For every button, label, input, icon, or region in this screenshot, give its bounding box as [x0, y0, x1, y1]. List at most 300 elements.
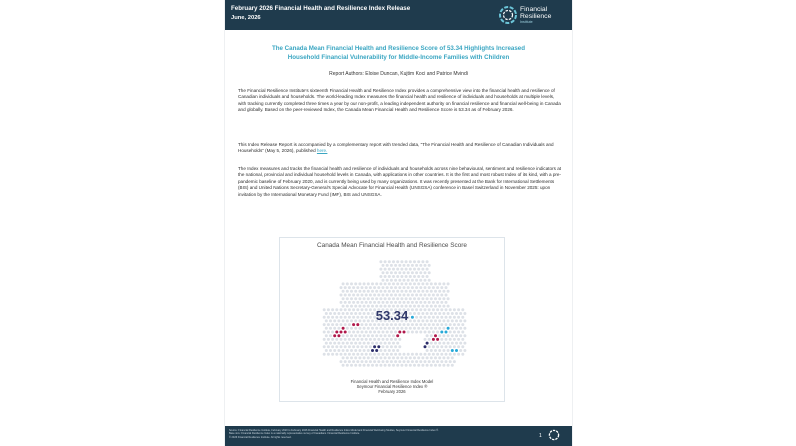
- map-hex-dot: [445, 345, 448, 348]
- map-hex-dot: [392, 275, 395, 278]
- map-hex-dot: [403, 331, 406, 334]
- map-hex-dot: [432, 323, 435, 326]
- map-hex-dot: [344, 323, 347, 326]
- map-hex-dot: [354, 349, 357, 352]
- logo-line-2: Resilience: [520, 13, 552, 21]
- map-hex-dot: [325, 349, 328, 352]
- map-hex-dot: [352, 331, 355, 334]
- map-hex-dot: [348, 331, 351, 334]
- map-hex-dot: [432, 360, 435, 363]
- map-hex-dot: [428, 271, 431, 274]
- logo-wordmark: [520, 6, 551, 20]
- map-hex-dot: [400, 290, 403, 293]
- map-hex-dot: [400, 327, 403, 330]
- map-hex-dot: [424, 345, 427, 348]
- map-hex-dot: [325, 342, 328, 345]
- map-hex-dot: [430, 297, 433, 300]
- score-figure: [279, 237, 505, 402]
- map-hex-dot: [356, 345, 359, 348]
- map-hex-dot: [430, 349, 433, 352]
- map-hex-dot: [434, 297, 437, 300]
- map-hex-dot: [331, 323, 334, 326]
- map-hex-dot: [407, 353, 410, 356]
- map-hex-dot: [396, 364, 399, 367]
- map-hex-dot: [459, 327, 462, 330]
- map-hex-dot: [388, 334, 391, 337]
- map-hex-dot: [424, 323, 427, 326]
- map-hex-dot: [428, 264, 431, 267]
- map-hex-dot: [426, 275, 429, 278]
- map-hex-dot: [346, 290, 349, 293]
- map-hex-dot: [386, 264, 389, 267]
- map-hex-dot: [438, 290, 441, 293]
- map-hex-dot: [356, 286, 359, 289]
- map-hex-dot: [411, 353, 414, 356]
- map-hex-dot: [428, 338, 431, 341]
- map-hex-dot: [325, 327, 328, 330]
- map-hex-dot: [398, 264, 401, 267]
- map-hex-dot: [463, 349, 466, 352]
- map-hex-dot: [323, 353, 326, 356]
- map-hex-dot: [352, 323, 355, 326]
- map-hex-dot: [417, 297, 420, 300]
- ring-logo-icon: [498, 5, 518, 25]
- map-hex-dot: [369, 345, 372, 348]
- map-hex-dot: [447, 349, 450, 352]
- map-hex-dot: [352, 294, 355, 297]
- map-hex-dot: [445, 294, 448, 297]
- map-hex-dot: [392, 364, 395, 367]
- map-hex-dot: [396, 334, 399, 337]
- map-hex-dot: [365, 345, 368, 348]
- map-hex-dot: [400, 282, 403, 285]
- map-hex-dot: [445, 323, 448, 326]
- map-hex-dot: [432, 353, 435, 356]
- map-hex-dot: [403, 286, 406, 289]
- map-hex-dot: [342, 356, 345, 359]
- map-hex-dot: [325, 334, 328, 337]
- map-hex-dot: [407, 323, 410, 326]
- map-hex-dot: [365, 301, 368, 304]
- map-hex-dot: [396, 349, 399, 352]
- map-hex-dot: [434, 334, 437, 337]
- map-hex-dot: [394, 345, 397, 348]
- map-hex-dot: [377, 301, 380, 304]
- map-hex-dot: [436, 286, 439, 289]
- map-hex-dot: [323, 331, 326, 334]
- map-hex-dot: [394, 360, 397, 363]
- map-hex-dot: [379, 364, 382, 367]
- map-hex-dot: [352, 301, 355, 304]
- map-hex-dot: [392, 342, 395, 345]
- map-hex-dot: [375, 349, 378, 352]
- map-hex-dot: [335, 353, 338, 356]
- map-hex-dot: [350, 364, 353, 367]
- map-hex-dot: [363, 364, 366, 367]
- map-hex-dot: [386, 301, 389, 304]
- map-hex-dot: [426, 349, 429, 352]
- map-hex-dot: [373, 286, 376, 289]
- map-hex-dot: [358, 342, 361, 345]
- footer-source: [229, 429, 519, 439]
- map-hex-dot: [428, 294, 431, 297]
- map-hex-dot: [335, 331, 338, 334]
- map-hex-dot: [426, 297, 429, 300]
- map-hex-dot: [442, 356, 445, 359]
- map-hex-dot: [438, 327, 441, 330]
- map-hex-dot: [405, 327, 408, 330]
- map-hex-dot: [461, 345, 464, 348]
- map-hex-dot: [379, 349, 382, 352]
- map-hex-dot: [373, 338, 376, 341]
- map-hex-dot: [426, 327, 429, 330]
- map-hex-dot: [382, 360, 385, 363]
- model-line-3: February 2026: [378, 389, 406, 395]
- map-hex-dot: [371, 342, 374, 345]
- map-hex-dot: [371, 297, 374, 300]
- map-hex-dot: [386, 338, 389, 341]
- map-hex-dot: [363, 334, 366, 337]
- map-hex-dot: [394, 286, 397, 289]
- map-hex-dot: [384, 364, 387, 367]
- map-hex-dot: [409, 327, 412, 330]
- map-hex-dot: [382, 264, 385, 267]
- map-hex-dot: [440, 323, 443, 326]
- map-hex-dot: [459, 349, 462, 352]
- map-hex-dot: [367, 364, 370, 367]
- map-hex-dot: [350, 349, 353, 352]
- map-hex-dot: [344, 338, 347, 341]
- map-hex-dot: [342, 364, 345, 367]
- release-date: June, 2026: [231, 15, 261, 21]
- map-hex-dot: [369, 353, 372, 356]
- map-hex-dot: [419, 279, 422, 282]
- map-hex-dot: [384, 268, 387, 271]
- map-hex-dot: [361, 286, 364, 289]
- map-hex-dot: [409, 297, 412, 300]
- map-hex-dot: [453, 353, 456, 356]
- map-hex-dot: [367, 356, 370, 359]
- map-hex-dot: [348, 345, 351, 348]
- map-hex-dot: [417, 260, 420, 263]
- map-hex-dot: [440, 286, 443, 289]
- map-hex-dot: [369, 323, 372, 326]
- map-hex-dot: [342, 349, 345, 352]
- map-hex-dot: [447, 356, 450, 359]
- map-hex-dot: [337, 349, 340, 352]
- map-hex-dot: [346, 349, 349, 352]
- map-hex-dot: [363, 342, 366, 345]
- map-hex-dot: [405, 290, 408, 293]
- map-hex-dot: [457, 353, 460, 356]
- map-hex-dot: [426, 260, 429, 263]
- map-hex-dot: [428, 279, 431, 282]
- map-hex-dot: [451, 327, 454, 330]
- map-hex-dot: [335, 323, 338, 326]
- map-hex-dot: [419, 301, 422, 304]
- map-hex-dot: [373, 353, 376, 356]
- map-hex-dot: [392, 356, 395, 359]
- map-hex-dot: [415, 294, 418, 297]
- map-hex-dot: [413, 268, 416, 271]
- map-hex-dot: [440, 338, 443, 341]
- model-line-2: Seymour Financial Resilience Index ®: [356, 384, 428, 390]
- map-hex-dot: [424, 264, 427, 267]
- here-link[interactable]: here.: [316, 148, 328, 154]
- map-hex-dot: [377, 345, 380, 348]
- map-hex-dot: [407, 264, 410, 267]
- map-hex-dot: [453, 338, 456, 341]
- map-hex-dot: [398, 331, 401, 334]
- map-hex-dot: [415, 279, 418, 282]
- map-hex-dot: [461, 353, 464, 356]
- map-hex-dot: [424, 353, 427, 356]
- map-hex-dot: [390, 331, 393, 334]
- map-hex-dot: [373, 360, 376, 363]
- map-hex-dot: [436, 338, 439, 341]
- map-hex-dot: [413, 327, 416, 330]
- map-hex-dot: [348, 338, 351, 341]
- map-hex-dot: [377, 294, 380, 297]
- map-hex-dot: [449, 345, 452, 348]
- map-hex-dot: [375, 282, 378, 285]
- map-hex-dot: [453, 345, 456, 348]
- map-hex-dot: [396, 290, 399, 293]
- map-hex-dot: [352, 360, 355, 363]
- map-hex-dot: [396, 268, 399, 271]
- map-hex-dot: [390, 279, 393, 282]
- map-hex-dot: [382, 271, 385, 274]
- page-header: [225, 0, 572, 30]
- map-hex-dot: [323, 323, 326, 326]
- map-hex-dot: [438, 282, 441, 285]
- map-hex-dot: [361, 353, 364, 356]
- map-hex-dot: [394, 323, 397, 326]
- map-hex-dot: [403, 271, 406, 274]
- map-hex-dot: [411, 301, 414, 304]
- map-hex-dot: [342, 282, 345, 285]
- map-hex-dot: [354, 290, 357, 293]
- map-hex-dot: [348, 301, 351, 304]
- map-hex-dot: [463, 327, 466, 330]
- map-hex-dot: [407, 286, 410, 289]
- index-description-paragraph: The Index measures and tracks the financial health and resilience of individuals and households across nine behavioural, sentiment and resilience indicators at the national, provincial and individual household levels in Canada, with applications in other countries. It is the first and most robust Index of its kind, with a pre-pandemic baseline of February 2020, and is currently being used by many organizations. It was recently presented at the Bank for International Settlements (BIS) and United Nations Secretary-General’s Special Advocate for Financial Health (UNSGSA) conference in Basel Switzerland in November 2025: upon invitation by the International Monetary Fund (IMF), BIS and UNSGSA.: [238, 166, 562, 197]
- map-hex-dot: [323, 338, 326, 341]
- map-hex-dot: [342, 290, 345, 293]
- map-hex-dot: [377, 323, 380, 326]
- map-hex-dot: [340, 294, 343, 297]
- map-hex-dot: [396, 327, 399, 330]
- map-hex-dot: [354, 342, 357, 345]
- companion-report-paragraph: [238, 142, 562, 155]
- map-hex-dot: [365, 353, 368, 356]
- map-hex-dot: [363, 327, 366, 330]
- map-hex-dot: [430, 290, 433, 293]
- map-hex-dot: [392, 349, 395, 352]
- map-hex-dot: [358, 327, 361, 330]
- map-hex-dot: [375, 356, 378, 359]
- map-hex-dot: [447, 364, 450, 367]
- map-hex-dot: [386, 360, 389, 363]
- map-hex-dot: [394, 279, 397, 282]
- map-hex-dot: [346, 297, 349, 300]
- map-hex-dot: [453, 323, 456, 326]
- map-hex-dot: [348, 353, 351, 356]
- map-hex-dot: [369, 286, 372, 289]
- map-hex-dot: [411, 279, 414, 282]
- map-hex-dot: [447, 297, 450, 300]
- map-hex-dot: [333, 327, 336, 330]
- map-hex-dot: [447, 290, 450, 293]
- map-hex-dot: [445, 360, 448, 363]
- map-hex-dot: [417, 282, 420, 285]
- map-hex-dot: [346, 282, 349, 285]
- map-hex-dot: [365, 338, 368, 341]
- map-hex-dot: [382, 353, 385, 356]
- map-hex-dot: [367, 342, 370, 345]
- map-hex-dot: [436, 345, 439, 348]
- map-hex-dot: [329, 342, 332, 345]
- map-hex-dot: [382, 345, 385, 348]
- map-hex-dot: [354, 282, 357, 285]
- map-hex-dot: [356, 294, 359, 297]
- map-hex-dot: [428, 345, 431, 348]
- map-hex-dot: [350, 327, 353, 330]
- map-hex-dot: [377, 286, 380, 289]
- source-line-3: © 2026 Financial Resilience Institute. All rights reserved.: [229, 435, 292, 439]
- map-hex-dot: [417, 268, 420, 271]
- map-hex-dot: [379, 342, 382, 345]
- map-hex-dot: [396, 260, 399, 263]
- map-hex-dot: [388, 364, 391, 367]
- map-hex-dot: [434, 364, 437, 367]
- map-hex-dot: [438, 349, 441, 352]
- map-hex-dot: [407, 294, 410, 297]
- map-hex-dot: [442, 349, 445, 352]
- map-hex-dot: [363, 297, 366, 300]
- map-hex-dot: [371, 334, 374, 337]
- map-hex-dot: [461, 338, 464, 341]
- map-hex-dot: [400, 356, 403, 359]
- map-hex-dot: [388, 260, 391, 263]
- map-hex-dot: [449, 323, 452, 326]
- map-hex-dot: [365, 286, 368, 289]
- map-hex-dot: [342, 342, 345, 345]
- logo-subtitle: Institute: [520, 20, 533, 24]
- map-hex-dot: [424, 301, 427, 304]
- map-hex-dot: [340, 345, 343, 348]
- map-hex-dot: [382, 301, 385, 304]
- map-hex-dot: [398, 279, 401, 282]
- map-hex-dot: [379, 334, 382, 337]
- map-hex-dot: [398, 360, 401, 363]
- map-hex-dot: [426, 364, 429, 367]
- report-authors: Report Authors: Eloise Duncan, Kujtim Koci and Patrice Mvindi: [329, 71, 468, 77]
- map-hex-dot: [463, 334, 466, 337]
- model-line-1: Financial Health and Resilience Index Model: [350, 379, 434, 384]
- page-footer: [225, 426, 572, 446]
- map-hex-dot: [361, 331, 364, 334]
- map-hex-dot: [424, 360, 427, 363]
- map-hex-dot: [447, 334, 450, 337]
- map-hex-dot: [384, 334, 387, 337]
- map-hex-dot: [369, 301, 372, 304]
- map-hex-dot: [413, 356, 416, 359]
- map-hex-dot: [430, 356, 433, 359]
- map-hex-dot: [428, 353, 431, 356]
- map-hex-dot: [375, 334, 378, 337]
- map-hex-dot: [432, 331, 435, 334]
- map-hex-dot: [344, 345, 347, 348]
- map-hex-dot: [396, 297, 399, 300]
- map-hex-dot: [371, 290, 374, 293]
- map-hex-dot: [354, 356, 357, 359]
- map-hex-dot: [442, 334, 445, 337]
- map-hex-dot: [361, 360, 364, 363]
- map-hex-dot: [419, 360, 422, 363]
- map-hex-dot: [407, 279, 410, 282]
- map-hex-dot: [356, 360, 359, 363]
- map-hex-dot: [459, 342, 462, 345]
- map-hex-dot: [457, 345, 460, 348]
- map-hex-dot: [384, 342, 387, 345]
- map-hex-dot: [390, 271, 393, 274]
- map-hex-dot: [361, 345, 364, 348]
- map-hex-dot: [361, 294, 364, 297]
- map-hex-dot: [388, 327, 391, 330]
- map-hex-dot: [388, 342, 391, 345]
- map-hex-dot: [442, 282, 445, 285]
- logo-line-1: Financial: [520, 6, 548, 13]
- map-hex-dot: [331, 338, 334, 341]
- map-hex-dot: [354, 364, 357, 367]
- map-hex-dot: [419, 323, 422, 326]
- map-hex-dot: [375, 327, 378, 330]
- map-hex-dot: [379, 290, 382, 293]
- map-hex-dot: [419, 271, 422, 274]
- map-hex-dot: [373, 323, 376, 326]
- map-hex-dot: [358, 297, 361, 300]
- map-hex-dot: [363, 349, 366, 352]
- map-hex-dot: [388, 349, 391, 352]
- map-hex-dot: [445, 286, 448, 289]
- map-hex-dot: [333, 342, 336, 345]
- map-hex-dot: [329, 349, 332, 352]
- map-hex-dot: [382, 286, 385, 289]
- map-hex-dot: [363, 290, 366, 293]
- map-hex-dot: [405, 260, 408, 263]
- map-hex-dot: [384, 327, 387, 330]
- map-hex-dot: [442, 297, 445, 300]
- map-hex-dot: [394, 264, 397, 267]
- map-hex-dot: [449, 331, 452, 334]
- map-hex-dot: [432, 286, 435, 289]
- map-hex-dot: [432, 345, 435, 348]
- map-hex-dot: [371, 282, 374, 285]
- report-title: [235, 45, 562, 62]
- map-hex-dot: [354, 327, 357, 330]
- map-hex-dot: [390, 294, 393, 297]
- map-hex-dot: [426, 290, 429, 293]
- map-hex-dot: [415, 323, 418, 326]
- map-hex-dot: [331, 345, 334, 348]
- map-hex-dot: [382, 279, 385, 282]
- map-hex-dot: [394, 353, 397, 356]
- map-hex-dot: [403, 279, 406, 282]
- map-hex-dot: [430, 327, 433, 330]
- map-hex-dot: [348, 323, 351, 326]
- map-hex-dot: [438, 364, 441, 367]
